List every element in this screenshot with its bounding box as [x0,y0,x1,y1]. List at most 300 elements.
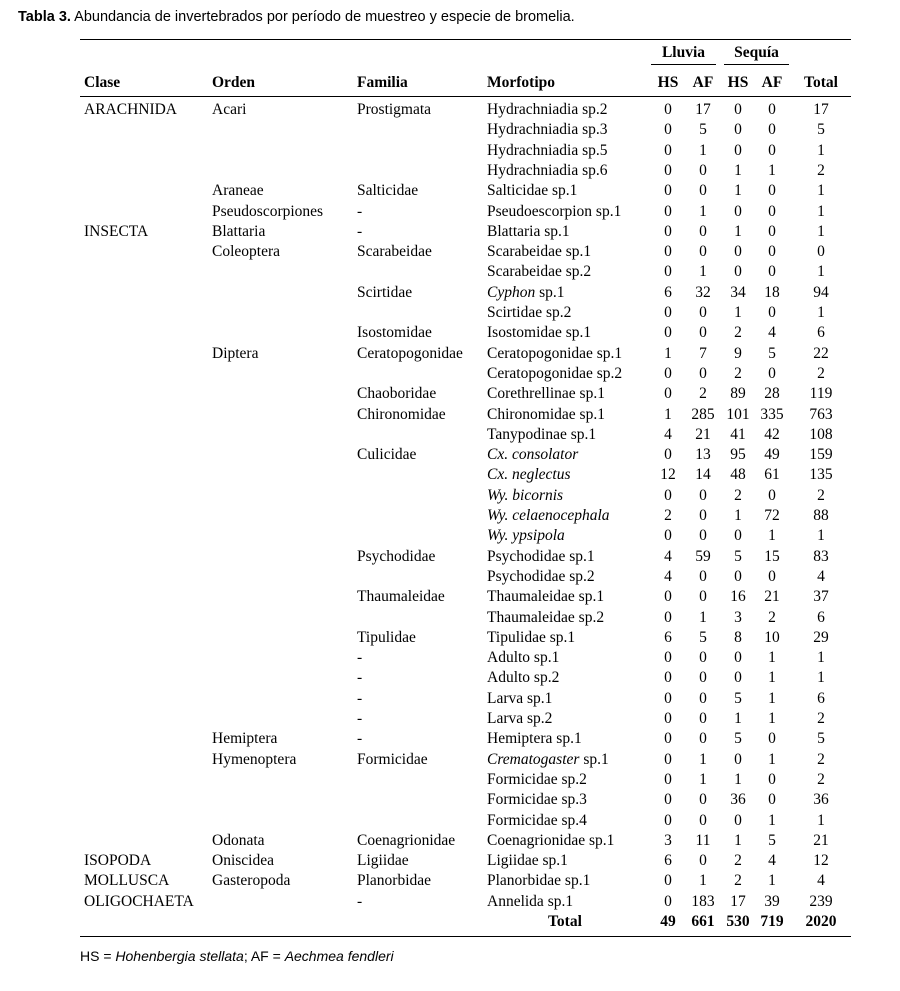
cell-value-1: 1 [699,203,707,220]
header-rule [80,96,851,97]
cell-orden: Odonata [212,832,265,849]
cell-value-2: 1 [734,304,742,321]
footnote-sep: ; AF = [243,948,285,964]
cell-orden: Oniscidea [212,852,274,869]
cell-morfotipo: Ceratopogonidae sp.1 [487,345,623,362]
cell-value-0: 0 [664,304,672,321]
cell-value-0: 4 [664,568,672,585]
cell-clase: ISOPODA [84,852,152,869]
cell-value-3: 18 [764,284,780,301]
cell-value-3: 0 [768,365,776,382]
cell-value-2: 0 [734,568,742,585]
cell-value-0: 6 [664,629,672,646]
cell-value-4: 22 [813,345,829,362]
cell-value-0: 0 [664,365,672,382]
cell-value-3: 1 [768,527,776,544]
column-header-orden: Orden [212,74,256,91]
cell-value-2: 48 [730,466,746,483]
cell-value-3: 5 [768,832,776,849]
cell-value-2: 8 [734,629,742,646]
cell-value-2: 0 [734,243,742,260]
cell-morfotipo: Hydrachniadia sp.2 [487,101,608,118]
cell-value-4: 1 [817,142,825,159]
cell-value-2: 1 [734,832,742,849]
cell-value-3: 0 [768,182,776,199]
cell-value-3: 0 [768,243,776,260]
cell-clase: OLIGOCHAETA [84,893,194,910]
cell-value-1: 0 [699,487,707,504]
cell-value-3: 28 [764,385,780,402]
cell-value-3: 0 [768,791,776,808]
cell-morfotipo: Coenagrionidae sp.1 [487,832,615,849]
cell-familia: Culicidae [357,446,417,463]
cell-value-3: 0 [768,121,776,138]
cell-morfotipo-suffix: sp.1 [579,751,609,768]
cell-value-1: 32 [695,284,711,301]
column-header-clase: Clase [84,74,121,91]
cell-value-1: 21 [695,426,711,443]
cell-morfotipo: Adulto sp.2 [487,669,560,686]
cell-value-1: 0 [699,588,707,605]
cell-morfotipo: Tipulidae sp.1 [487,629,576,646]
cell-value-0: 6 [664,284,672,301]
cell-morfotipo: Formicidae sp.4 [487,812,587,829]
total-value-0: 49 [660,913,676,930]
cell-morfotipo: Larva sp.1 [487,690,553,707]
cell-value-3: 2 [768,609,776,626]
cell-value-1: 1 [699,872,707,889]
cell-value-4: 2 [817,710,825,727]
cell-familia: - [357,223,363,240]
cell-value-0: 0 [664,751,672,768]
cell-orden: Pseudoscorpiones [212,203,324,220]
cell-value-3: 39 [764,893,780,910]
cell-value-2: 1 [734,223,742,240]
cell-value-4: 36 [813,791,829,808]
cell-value-4: 21 [813,832,829,849]
column-header-2: HS [727,74,749,91]
cell-morfotipo: Thaumaleidae sp.2 [487,609,605,626]
cell-orden: Araneae [212,182,264,199]
cell-morfotipo [487,284,565,302]
cell-value-0: 1 [664,345,672,362]
cell-familia: Prostigmata [357,101,432,118]
cell-value-4: 0 [817,243,825,260]
cell-value-4: 1 [817,203,825,220]
footnote-af-name: Aechmea fendleri [284,948,394,964]
cell-morfotipo: Planorbidae sp.1 [487,872,591,889]
cell-value-1: 17 [695,101,711,118]
cell-value-0: 0 [664,263,672,280]
cell-clase: INSECTA [84,223,149,240]
cell-morfotipo: Hemiptera sp.1 [487,730,582,747]
cell-value-4: 1 [817,812,825,829]
cell-value-2: 1 [734,162,742,179]
cell-familia: Ligiidae [357,852,409,869]
cell-value-1: 1 [699,609,707,626]
cell-value-4: 2 [817,162,825,179]
cell-value-2: 34 [730,284,746,301]
group-header-sequia: Sequía [734,44,779,61]
cell-clase: ARACHNIDA [84,101,177,118]
cell-value-3: 10 [764,629,780,646]
column-header-4: Total [804,74,838,91]
cell-morfotipo-genus: Cyphon [487,284,536,301]
cell-value-0: 0 [664,243,672,260]
cell-value-3: 0 [768,730,776,747]
cell-value-1: 0 [699,852,707,869]
cell-value-1: 0 [699,812,707,829]
cell-value-3: 1 [768,872,776,889]
cell-morfotipo: Ligiidae sp.1 [487,852,568,869]
cell-value-3: 0 [768,203,776,220]
cell-value-2: 2 [734,487,742,504]
cell-value-4: 1 [817,182,825,199]
cell-value-3: 1 [768,812,776,829]
cell-value-4: 6 [817,690,825,707]
cell-value-1: 11 [695,832,711,849]
cell-value-4: 12 [813,852,829,869]
lluvia-rule [651,64,716,65]
cell-value-2: 2 [734,365,742,382]
cell-value-3: 1 [768,690,776,707]
cell-value-0: 0 [664,872,672,889]
cell-value-2: 0 [734,527,742,544]
cell-value-1: 1 [699,142,707,159]
cell-value-2: 3 [734,609,742,626]
cell-morfotipo [487,751,609,769]
cell-orden: Blattaria [212,223,266,240]
cell-morfotipo: Thaumaleidae sp.1 [487,588,605,605]
cell-value-4: 6 [817,609,825,626]
cell-morfotipo: Scarabeidae sp.1 [487,243,592,260]
cell-value-0: 0 [664,609,672,626]
cell-morfotipo: Larva sp.2 [487,710,553,727]
total-value-4: 2020 [805,913,837,930]
cell-value-1: 0 [699,710,707,727]
cell-value-3: 4 [768,852,776,869]
group-header-lluvia: Lluvia [661,44,706,61]
cell-value-4: 4 [817,568,825,585]
cell-value-3: 0 [768,263,776,280]
cell-familia: - [357,649,363,666]
cell-morfotipo: Scarabeidae sp.2 [487,263,592,280]
cell-morfotipo: Wy. bicornis [487,487,564,504]
cell-morfotipo: Corethrellinae sp.1 [487,385,605,402]
cell-value-4: 4 [817,872,825,889]
cell-value-3: 5 [768,345,776,362]
cell-value-3: 0 [768,101,776,118]
cell-morfotipo: Hydrachniadia sp.3 [487,121,608,138]
cell-value-1: 2 [699,385,707,402]
cell-value-2: 101 [726,406,750,423]
cell-value-4: 5 [817,730,825,747]
cell-value-1: 5 [699,121,707,138]
cell-value-3: 1 [768,710,776,727]
cell-value-0: 0 [664,771,672,788]
cell-morfotipo: Chironomidae sp.1 [487,406,605,423]
cell-morfotipo: Wy. celaenocephala [487,507,610,524]
cell-value-1: 0 [699,365,707,382]
cell-morfotipo: Adulto sp.1 [487,649,560,666]
total-value-3: 719 [760,913,784,930]
cell-value-3: 1 [768,649,776,666]
cell-morfotipo: Hydrachniadia sp.5 [487,142,608,159]
cell-value-1: 59 [695,548,711,565]
cell-value-4: 1 [817,304,825,321]
cell-value-4: 5 [817,121,825,138]
cell-familia: Coenagrionidae [357,832,456,849]
cell-value-4: 1 [817,527,825,544]
cell-value-0: 0 [664,324,672,341]
cell-value-0: 0 [664,203,672,220]
cell-value-0: 0 [664,812,672,829]
column-header-0: HS [657,74,679,91]
cell-morfotipo: Blattaria sp.1 [487,223,570,240]
cell-value-0: 0 [664,669,672,686]
total-label: Total [548,913,582,930]
cell-value-0: 0 [664,487,672,504]
cell-value-2: 95 [730,446,746,463]
cell-value-2: 1 [734,771,742,788]
cell-value-4: 17 [813,101,829,118]
cell-value-3: 1 [768,669,776,686]
cell-value-4: 2 [817,365,825,382]
cell-value-2: 36 [730,791,746,808]
footnote-hs-name: Hohenbergia stellata [115,948,244,964]
cell-morfotipo-genus: Crematogaster [487,751,580,768]
cell-familia: Psychodidae [357,548,436,565]
cell-value-1: 1 [699,751,707,768]
cell-value-4: 135 [809,466,833,483]
cell-value-2: 0 [734,121,742,138]
footnote-hs-abbr: HS = [80,948,116,964]
cell-value-4: 1 [817,669,825,686]
cell-familia: - [357,710,363,727]
cell-orden: Hemiptera [212,730,278,747]
cell-value-3: 4 [768,324,776,341]
cell-value-1: 0 [699,649,707,666]
cell-orden: Gasteropoda [212,872,291,889]
cell-morfotipo: Pseudoescorpion sp.1 [487,203,622,220]
cell-familia: Isostomidae [357,324,432,341]
cell-value-0: 0 [664,730,672,747]
top-rule [80,39,851,40]
cell-familia: - [357,690,363,707]
cell-value-1: 1 [699,263,707,280]
cell-value-2: 2 [734,852,742,869]
cell-morfotipo: Hydrachniadia sp.6 [487,162,608,179]
cell-value-4: 763 [809,406,833,423]
cell-value-1: 0 [699,243,707,260]
cell-morfotipo: Salticidae sp.1 [487,182,578,199]
cell-value-2: 0 [734,751,742,768]
cell-value-4: 1 [817,223,825,240]
cell-value-3: 61 [764,466,780,483]
cell-value-2: 17 [730,893,746,910]
cell-value-0: 4 [664,426,672,443]
cell-value-2: 1 [734,507,742,524]
cell-value-3: 42 [764,426,780,443]
cell-familia: - [357,893,363,910]
cell-value-0: 0 [664,223,672,240]
cell-value-1: 0 [699,223,707,240]
cell-value-4: 94 [813,284,829,301]
cell-morfotipo: Psychodidae sp.2 [487,568,595,585]
cell-value-0: 0 [664,446,672,463]
cell-value-1: 285 [691,406,715,423]
total-value-1: 661 [691,913,715,930]
cell-value-0: 3 [664,832,672,849]
cell-value-2: 0 [734,203,742,220]
cell-value-4: 6 [817,324,825,341]
cell-value-0: 0 [664,101,672,118]
cell-value-2: 0 [734,263,742,280]
cell-morfotipo: Formicidae sp.2 [487,771,587,788]
cell-familia: - [357,669,363,686]
cell-value-1: 0 [699,324,707,341]
cell-familia: - [357,730,363,747]
cell-value-0: 0 [664,690,672,707]
cell-value-1: 0 [699,162,707,179]
total-value-2: 530 [726,913,750,930]
cell-value-3: 21 [764,588,780,605]
cell-value-2: 5 [734,548,742,565]
column-header-3: AF [761,74,783,91]
cell-value-1: 0 [699,182,707,199]
bottom-rule [80,936,851,937]
cell-value-3: 1 [768,751,776,768]
cell-value-1: 1 [699,771,707,788]
cell-orden: Diptera [212,345,259,362]
cell-value-4: 159 [809,446,833,463]
cell-value-1: 0 [699,527,707,544]
cell-value-0: 12 [660,466,676,483]
cell-value-3: 0 [768,771,776,788]
cell-familia: Scarabeidae [357,243,432,260]
cell-value-2: 5 [734,730,742,747]
cell-value-3: 0 [768,304,776,321]
cell-value-0: 0 [664,527,672,544]
cell-value-2: 2 [734,324,742,341]
cell-value-3: 1 [768,162,776,179]
cell-value-0: 6 [664,852,672,869]
cell-morfotipo: Wy. ypsipola [487,527,565,544]
table-caption-text: Abundancia de invertebrados por período de muestreo y especie de bromelia. [70,9,575,25]
cell-morfotipo: Formicidae sp.3 [487,791,587,808]
cell-value-1: 0 [699,791,707,808]
cell-value-2: 16 [730,588,746,605]
cell-value-3: 0 [768,142,776,159]
cell-value-0: 2 [664,507,672,524]
cell-value-4: 108 [809,426,833,443]
cell-value-1: 0 [699,304,707,321]
cell-orden: Coleoptera [212,243,281,260]
cell-familia: Formicidae [357,751,428,768]
cell-morfotipo-suffix: sp.1 [535,284,565,301]
cell-clase: MOLLUSCA [84,872,170,889]
cell-value-0: 0 [664,182,672,199]
cell-value-2: 1 [734,182,742,199]
cell-value-4: 1 [817,649,825,666]
cell-value-2: 9 [734,345,742,362]
cell-morfotipo: Psychodidae sp.1 [487,548,595,565]
cell-morfotipo: Tanypodinae sp.1 [487,426,597,443]
cell-morfotipo: Isostomidae sp.1 [487,324,592,341]
column-header-1: AF [692,74,714,91]
cell-value-1: 0 [699,507,707,524]
cell-value-1: 14 [695,466,711,483]
cell-value-4: 2 [817,751,825,768]
cell-value-1: 13 [695,446,711,463]
cell-familia: Ceratopogonidae [357,345,463,362]
cell-value-4: 2 [817,771,825,788]
cell-value-1: 0 [699,669,707,686]
cell-morfotipo: Annelida sp.1 [487,893,574,910]
footnote [80,948,394,964]
cell-value-0: 0 [664,142,672,159]
cell-value-2: 89 [730,385,746,402]
cell-orden: Acari [212,101,247,118]
cell-value-2: 1 [734,710,742,727]
cell-value-1: 183 [691,893,715,910]
cell-value-1: 0 [699,730,707,747]
cell-value-2: 5 [734,690,742,707]
cell-value-0: 0 [664,162,672,179]
table-caption [18,9,575,25]
cell-value-2: 0 [734,649,742,666]
cell-value-0: 0 [664,649,672,666]
cell-value-0: 0 [664,710,672,727]
cell-value-0: 0 [664,791,672,808]
cell-value-4: 88 [813,507,829,524]
cell-value-0: 0 [664,121,672,138]
column-header-morfotipo: Morfotipo [487,74,556,91]
cell-value-3: 15 [764,548,780,565]
cell-familia: - [357,203,363,220]
cell-value-3: 72 [764,507,780,524]
cell-familia: Planorbidae [357,872,432,889]
cell-value-3: 49 [764,446,780,463]
cell-familia: Scirtidae [357,284,413,301]
cell-value-2: 0 [734,142,742,159]
column-header-familia: Familia [357,74,408,91]
cell-morfotipo: Cx. neglectus [487,466,571,483]
cell-value-2: 0 [734,812,742,829]
cell-value-3: 0 [768,223,776,240]
cell-value-4: 239 [809,893,833,910]
cell-morfotipo: Scirtidae sp.2 [487,304,572,321]
cell-value-4: 2 [817,487,825,504]
cell-value-3: 0 [768,568,776,585]
cell-value-4: 83 [813,548,829,565]
cell-value-0: 0 [664,385,672,402]
cell-value-4: 1 [817,263,825,280]
cell-value-1: 0 [699,568,707,585]
cell-value-4: 29 [813,629,829,646]
sequia-rule [724,64,789,65]
cell-value-4: 119 [809,385,833,402]
cell-value-0: 4 [664,548,672,565]
cell-value-1: 7 [699,345,707,362]
cell-value-2: 0 [734,669,742,686]
table-caption-label: Tabla 3. [18,9,71,25]
cell-value-1: 5 [699,629,707,646]
cell-orden: Hymenoptera [212,751,297,768]
cell-familia: Salticidae [357,182,419,199]
cell-value-2: 41 [730,426,746,443]
cell-value-0: 0 [664,588,672,605]
